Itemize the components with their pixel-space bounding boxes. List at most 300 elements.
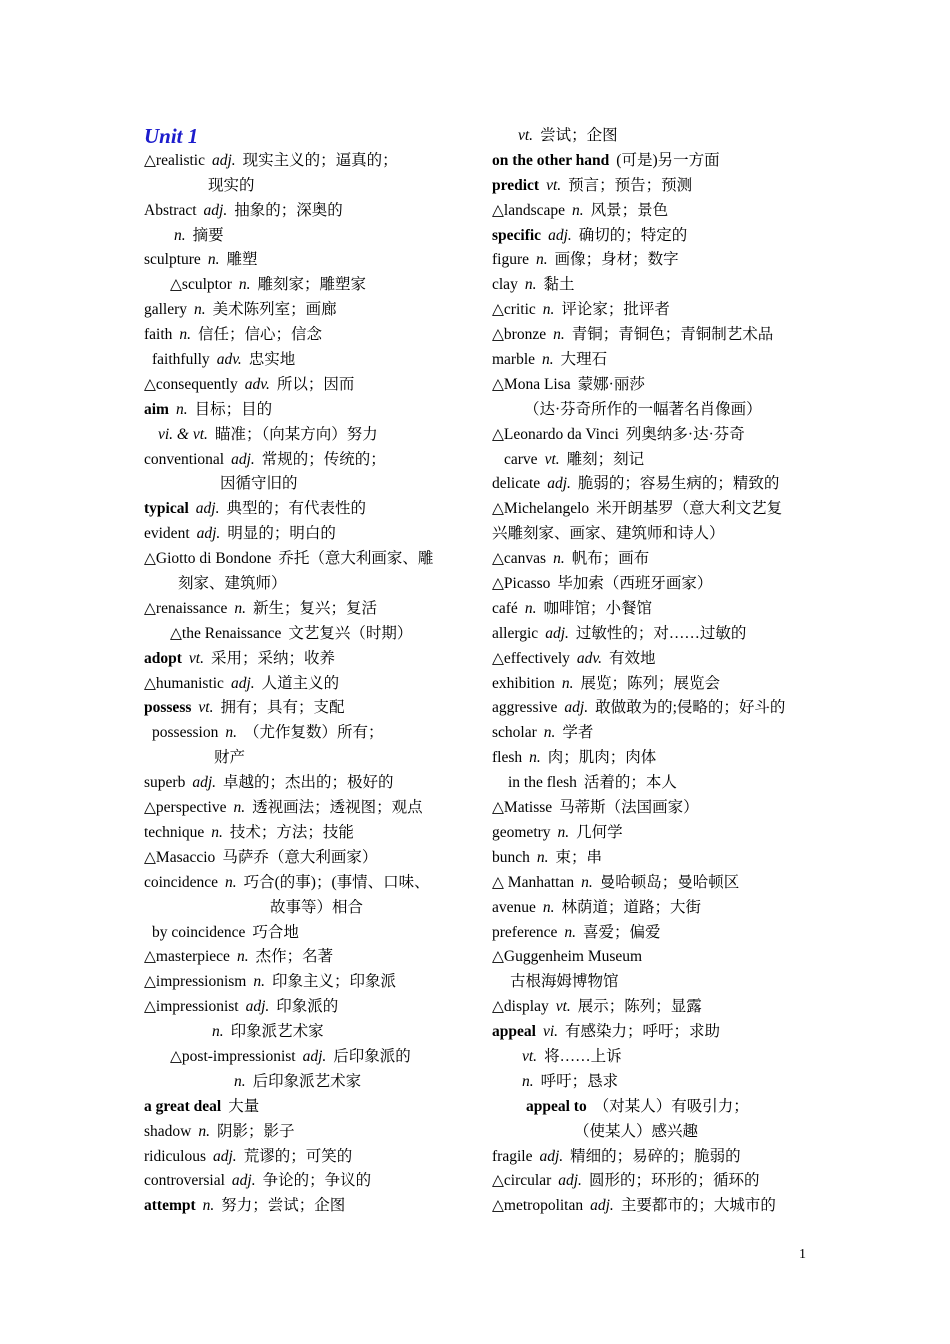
vocab-entry	[144, 1120, 474, 1145]
part-of-speech: adj.	[195, 500, 220, 518]
headword: figure	[492, 251, 530, 269]
part-of-speech: n.	[542, 301, 555, 319]
unit-title: Unit 1	[144, 124, 199, 148]
vocab-entry	[492, 323, 822, 348]
vocab-entry	[144, 248, 474, 273]
vocab-entry	[492, 248, 822, 273]
headword: specific	[492, 226, 542, 244]
headword: gallery	[144, 301, 188, 319]
headword: △sculptor	[170, 276, 232, 294]
definition: 瞄准；（向某方向）努力	[214, 425, 378, 443]
headword: typical	[144, 500, 189, 518]
headword: fragile	[492, 1147, 533, 1165]
definition: 青铜；青铜色；青铜制艺术品	[571, 326, 774, 344]
vocab-entry	[492, 448, 822, 473]
vocab-entry	[144, 672, 474, 697]
vocab-entry	[492, 1045, 822, 1070]
part-of-speech: vt.	[188, 649, 204, 667]
part-of-speech: adj.	[231, 1172, 256, 1190]
definition: 现实主义的；逼真的；	[242, 151, 398, 169]
part-of-speech: adj.	[564, 699, 589, 717]
definition: 大理石	[560, 351, 608, 369]
headword: attempt	[144, 1197, 196, 1215]
headword: by coincidence	[152, 923, 246, 941]
part-of-speech: n.	[581, 873, 593, 891]
headword: △effectively	[492, 649, 570, 667]
definition: 明显的；明白的	[227, 525, 336, 543]
definition: 因循守旧的	[220, 475, 298, 493]
definition: 目标；目的	[194, 400, 273, 418]
definition: 透视画法；透视图；观点	[252, 799, 423, 817]
vocab-entry	[492, 298, 822, 323]
vocab-entry	[144, 1194, 474, 1219]
definition: 敢做敢为的;侵略的；好斗的	[595, 699, 786, 717]
definition: (可是)另一方面	[616, 151, 720, 169]
definition: 故事等）相合	[270, 898, 364, 916]
headword: possess	[144, 699, 192, 717]
vocab-entry	[144, 995, 474, 1020]
definition: 常规的；传统的；	[261, 450, 386, 468]
headword: flesh	[492, 749, 523, 767]
definition: 印象主义；印象派	[271, 973, 396, 991]
headword: △Guggenheim Museum	[492, 948, 643, 966]
vocab-entry	[492, 696, 822, 721]
right-column	[492, 124, 822, 1219]
part-of-speech: n.	[522, 1072, 534, 1090]
definition: 束；串	[555, 848, 603, 866]
vocab-entry	[144, 423, 474, 448]
headword: △Masaccio	[144, 848, 216, 866]
vocab-entry	[144, 771, 474, 796]
vocab-entry	[144, 448, 474, 473]
part-of-speech: adj.	[245, 998, 270, 1016]
vocab-entry	[144, 970, 474, 995]
vocab-entry	[492, 224, 822, 249]
headword: appeal	[492, 1023, 536, 1041]
definition: 拥有；具有；支配	[220, 699, 345, 717]
headword: △Giotto di Bondone	[144, 550, 272, 568]
definition: 后印象派的	[333, 1047, 411, 1065]
part-of-speech: adj.	[558, 1172, 582, 1190]
headword: △post-impressionist	[170, 1047, 296, 1065]
headword: bunch	[492, 848, 530, 866]
vocab-entry	[144, 224, 474, 249]
headword: coincidence	[144, 873, 219, 891]
definition: 评论家；批评者	[561, 301, 670, 319]
vocab-entry	[492, 1070, 822, 1095]
definition: 几何学	[576, 823, 623, 841]
headword: scholar	[492, 724, 537, 742]
vocab-entry	[144, 348, 474, 373]
definition: 技术；方法；技能	[229, 823, 354, 841]
definition: 精细的；易碎的；脆弱的	[570, 1147, 741, 1165]
headword: predict	[492, 176, 540, 194]
vocab-entry	[144, 398, 474, 423]
headword: △impressionist	[144, 998, 239, 1016]
part-of-speech: n.	[225, 873, 237, 891]
part-of-speech: adj.	[548, 226, 572, 244]
definition: 荒谬的；可笑的	[243, 1147, 353, 1165]
vocab-entry	[492, 771, 822, 796]
definition: 展示；陈列；显露	[577, 998, 702, 1016]
vocab-entry	[144, 323, 474, 348]
headword: △realistic	[144, 151, 205, 169]
definition: 米开朗基罗（意大利文艺复	[596, 500, 783, 518]
vocab-entry	[492, 796, 822, 821]
definition: 蒙娜·丽莎	[577, 375, 645, 393]
left-column	[144, 124, 474, 1219]
vocab-entry	[144, 1020, 474, 1045]
vocab-entry	[144, 896, 474, 921]
definition: 摘要	[192, 226, 224, 244]
headword: exhibition	[492, 674, 555, 692]
vocab-entry	[492, 821, 822, 846]
vocab-entry	[144, 497, 474, 522]
definition: 新生；复兴；复活	[252, 599, 377, 617]
definition: 印象派的	[276, 998, 339, 1016]
headword: Abstract	[144, 201, 197, 219]
part-of-speech: adj.	[211, 151, 236, 169]
part-of-speech: n.	[253, 973, 265, 991]
part-of-speech: n.	[198, 1122, 210, 1140]
vocab-entry	[492, 174, 822, 199]
left-entries	[144, 149, 474, 1219]
vocab-entry	[144, 597, 474, 622]
vocab-entry	[492, 273, 822, 298]
definition: 主要都市的；大城市的	[620, 1197, 776, 1215]
headword: aggressive	[492, 699, 558, 717]
headword: geometry	[492, 823, 551, 841]
vocab-entry	[144, 298, 474, 323]
vocab-entry	[492, 647, 822, 672]
definition: （尤作复数）所有；	[243, 724, 384, 742]
vocab-entry	[144, 1070, 474, 1095]
vocab-entry	[144, 572, 474, 597]
headword: △the Renaissance	[170, 624, 282, 642]
vocab-entry	[492, 1145, 822, 1170]
definition: （对某人）有吸引力；	[593, 1097, 749, 1115]
vocab-entry	[492, 1169, 822, 1194]
vocab-entry	[492, 672, 822, 697]
headword: △Michelangelo	[492, 500, 590, 518]
definition: 风景；景色	[590, 201, 669, 219]
part-of-speech: vi. & vt.	[158, 425, 208, 443]
definition: 雕塑	[226, 251, 258, 269]
headword: preference	[492, 923, 558, 941]
vocab-entry	[492, 622, 822, 647]
vocab-entry	[492, 846, 822, 871]
vocab-entry	[144, 647, 474, 672]
vocab-entry	[144, 721, 474, 746]
vocab-entry	[492, 398, 822, 423]
part-of-speech: n.	[194, 301, 206, 319]
headword: a great deal	[144, 1097, 222, 1115]
headword: café	[492, 599, 518, 617]
vocab-entry	[492, 921, 822, 946]
part-of-speech: n.	[536, 848, 549, 866]
definition: 预言；预告；预测	[568, 176, 693, 194]
part-of-speech: vt.	[544, 450, 560, 468]
part-of-speech: adj.	[196, 525, 221, 543]
headword: sculpture	[144, 251, 201, 269]
part-of-speech: n.	[234, 599, 246, 617]
definition: （使某人）感兴趣	[574, 1122, 699, 1140]
part-of-speech: adj.	[213, 1147, 237, 1165]
part-of-speech: adj.	[203, 201, 228, 219]
part-of-speech: n.	[572, 201, 584, 219]
definition: 印象派艺术家	[230, 1023, 324, 1041]
definition: 马萨乔（意大利画家）	[222, 848, 378, 866]
definition: 现实的	[208, 176, 255, 194]
headword: possession	[152, 724, 219, 742]
definition: 财产	[214, 749, 246, 767]
part-of-speech: n.	[236, 948, 249, 966]
part-of-speech: adj.	[302, 1047, 327, 1065]
vocab-entry	[492, 572, 822, 597]
vocab-entry	[492, 1095, 822, 1120]
definition: 巧合(的事)；(事情、口味、	[243, 873, 430, 891]
headword: ridiculous	[144, 1147, 206, 1165]
headword: faith	[144, 326, 173, 344]
definition: 林荫道；道路；大街	[561, 898, 702, 916]
vocab-entry	[492, 721, 822, 746]
headword: △bronze	[492, 326, 547, 344]
headword: delicate	[492, 475, 541, 493]
headword: conventional	[144, 450, 225, 468]
part-of-speech: adj.	[230, 674, 255, 692]
definition: 忠实地	[248, 351, 296, 369]
headword: △landscape	[492, 201, 566, 219]
vocab-entry	[144, 273, 474, 298]
definition: 巧合地	[252, 923, 299, 941]
part-of-speech: n.	[561, 674, 574, 692]
vocab-entry	[492, 1120, 822, 1145]
definition: 后印象派艺术家	[252, 1072, 362, 1090]
vocab-entry	[492, 199, 822, 224]
definition: 美术陈列室；画廊	[212, 301, 337, 319]
headword: appeal to	[526, 1097, 587, 1115]
part-of-speech: n.	[524, 276, 537, 294]
definition: 人道主义的	[261, 674, 340, 692]
headword: △perspective	[144, 799, 227, 817]
headword: △Picasso	[492, 575, 551, 593]
vocab-entry	[492, 522, 822, 547]
part-of-speech: adj.	[192, 774, 217, 792]
vocab-entry	[492, 746, 822, 771]
headword: allergic	[492, 624, 539, 642]
part-of-speech: adv.	[244, 375, 270, 393]
vocab-entry	[492, 472, 822, 497]
vocab-entry	[144, 921, 474, 946]
part-of-speech: adv.	[576, 649, 603, 667]
headword: △impressionism	[144, 973, 247, 991]
definition: 雕刻；刻记	[566, 450, 645, 468]
headword: △metropolitan	[492, 1197, 584, 1215]
definition: 争论的；争议的	[262, 1172, 372, 1190]
vocab-entry	[492, 348, 822, 373]
part-of-speech: n.	[557, 823, 570, 841]
part-of-speech: n.	[225, 724, 237, 742]
part-of-speech: vt.	[522, 1047, 538, 1065]
right-entries	[492, 124, 822, 1219]
headword: shadow	[144, 1122, 192, 1140]
part-of-speech: n.	[233, 799, 246, 817]
headword: △ Manhattan	[492, 873, 575, 891]
part-of-speech: n.	[174, 226, 186, 244]
definition: 马蒂斯（法国画家）	[559, 799, 699, 817]
headword: aim	[144, 400, 169, 418]
part-of-speech: n.	[202, 1197, 215, 1215]
headword: △canvas	[492, 550, 547, 568]
vocab-entry	[144, 821, 474, 846]
definition: 确切的；特定的	[578, 226, 688, 244]
headword: superb	[144, 774, 186, 792]
part-of-speech: n.	[564, 923, 577, 941]
definition: 抽象的；深奥的	[234, 201, 343, 219]
part-of-speech: n.	[524, 599, 537, 617]
vocab-entry	[144, 846, 474, 871]
vocab-entry	[144, 746, 474, 771]
definition: 曼哈顿岛；曼哈顿区	[599, 873, 740, 891]
vocab-entry	[144, 622, 474, 647]
definition: 所以；因而	[276, 375, 355, 393]
headword: on the other hand	[492, 151, 610, 169]
definition: （达·芬奇所作的一幅著名肖像画）	[524, 400, 762, 418]
headword: △consequently	[144, 375, 238, 393]
vocab-entry	[144, 696, 474, 721]
headword: technique	[144, 823, 205, 841]
definition: 肉；肌肉；肉体	[547, 749, 657, 767]
headword: adopt	[144, 649, 182, 667]
definition: 画像；身材；数字	[554, 251, 679, 269]
definition: 咖啡馆；小餐馆	[543, 599, 652, 617]
part-of-speech: n.	[529, 749, 541, 767]
definition: 乔托（意大利画家、雕	[278, 550, 434, 568]
part-of-speech: adv.	[216, 351, 242, 369]
definition: 黏土	[543, 276, 575, 294]
definition: 典型的；有代表性的	[226, 500, 366, 518]
headword: △Mona Lisa	[492, 375, 571, 393]
vocab-entry	[492, 149, 822, 174]
part-of-speech: vt.	[518, 127, 534, 144]
vocab-entry	[492, 871, 822, 896]
definition: 将……上诉	[544, 1047, 622, 1065]
vocab-entry	[492, 945, 822, 970]
vocab-entry	[492, 423, 822, 448]
vocab-entry	[144, 472, 474, 497]
part-of-speech: vt.	[555, 998, 571, 1016]
part-of-speech: n.	[212, 1023, 224, 1041]
headword: clay	[492, 276, 518, 294]
part-of-speech: adj.	[539, 1147, 564, 1165]
definition: 雕刻家；雕塑家	[257, 276, 366, 294]
definition: 展览；陈列；展览会	[580, 674, 720, 692]
headword: △critic	[492, 301, 536, 319]
headword: △Matisse	[492, 799, 553, 817]
definition: 努力；尝试；企图	[221, 1197, 346, 1215]
definition: 有感染力；呼吁；求助	[565, 1023, 721, 1041]
part-of-speech: n.	[542, 351, 554, 369]
headword: carve	[504, 450, 538, 468]
headword: faithfully	[152, 351, 210, 369]
definition: 列奥纳多·达·芬奇	[625, 425, 745, 443]
vocab-entry	[492, 995, 822, 1020]
vocab-entry	[492, 896, 822, 921]
part-of-speech: adj.	[545, 624, 569, 642]
definition: 文艺复兴（时期）	[288, 624, 413, 642]
headword: △circular	[492, 1172, 552, 1190]
vocab-entry	[492, 597, 822, 622]
part-of-speech: n.	[207, 251, 220, 269]
definition: 呼吁；恳求	[540, 1072, 619, 1090]
part-of-speech: n.	[211, 823, 223, 841]
headword: marble	[492, 351, 536, 369]
definition: 脆弱的；容易生病的；精致的	[577, 475, 780, 493]
part-of-speech: n.	[175, 400, 188, 418]
part-of-speech: n.	[542, 898, 555, 916]
headword: △renaissance	[144, 599, 228, 617]
definition: 帆布；画布	[571, 550, 650, 568]
vocab-entry	[492, 497, 822, 522]
definition: 有效地	[609, 649, 656, 667]
part-of-speech: n.	[536, 251, 548, 269]
vocab-entry	[492, 970, 822, 995]
headword: △display	[492, 998, 549, 1016]
definition: 学者	[562, 724, 594, 742]
definition: 采用；采纳；收养	[210, 649, 335, 667]
vocab-entry	[144, 945, 474, 970]
vocab-entry	[144, 1169, 474, 1194]
part-of-speech: n.	[238, 276, 251, 294]
headword: △masterpiece	[144, 948, 230, 966]
part-of-speech: vi.	[542, 1023, 558, 1041]
definition: 尝试；企图	[540, 127, 618, 144]
definition: 喜爱；偏爱	[583, 923, 661, 941]
vocab-entry	[144, 1145, 474, 1170]
headword: △humanistic	[144, 674, 224, 692]
headword: in the flesh	[508, 774, 577, 792]
part-of-speech: adj.	[547, 475, 571, 493]
headword: △Leonardo da Vinci	[492, 425, 619, 443]
part-of-speech: n.	[179, 326, 192, 344]
vocab-entry	[492, 1194, 822, 1219]
part-of-speech: adj.	[231, 450, 255, 468]
vocab-entry	[492, 373, 822, 398]
vocab-entry	[492, 124, 822, 149]
definition: 阴影；影子	[216, 1122, 295, 1140]
headword: evident	[144, 525, 190, 543]
vocab-entry	[144, 373, 474, 398]
vocab-entry	[144, 871, 474, 896]
definition: 活着的；本人	[583, 774, 677, 792]
headword: avenue	[492, 898, 536, 916]
part-of-speech: vt.	[546, 176, 562, 194]
vocab-entry	[144, 1095, 474, 1120]
vocab-entry	[492, 547, 822, 572]
definition: 毕加索（西班牙画家）	[557, 575, 713, 593]
definition: 杰作；名著	[255, 948, 334, 966]
definition: 过敏性的；对……过敏的	[575, 624, 747, 642]
part-of-speech: n.	[553, 550, 565, 568]
vocab-entry	[492, 1020, 822, 1045]
part-of-speech: vt.	[198, 699, 214, 717]
headword: controversial	[144, 1172, 225, 1190]
definition: 信任；信心；信念	[198, 326, 323, 344]
vocab-entry	[144, 199, 474, 224]
part-of-speech: n.	[234, 1072, 246, 1090]
definition: 兴雕刻家、画家、建筑师和诗人）	[492, 525, 725, 543]
part-of-speech: adj.	[590, 1197, 614, 1215]
